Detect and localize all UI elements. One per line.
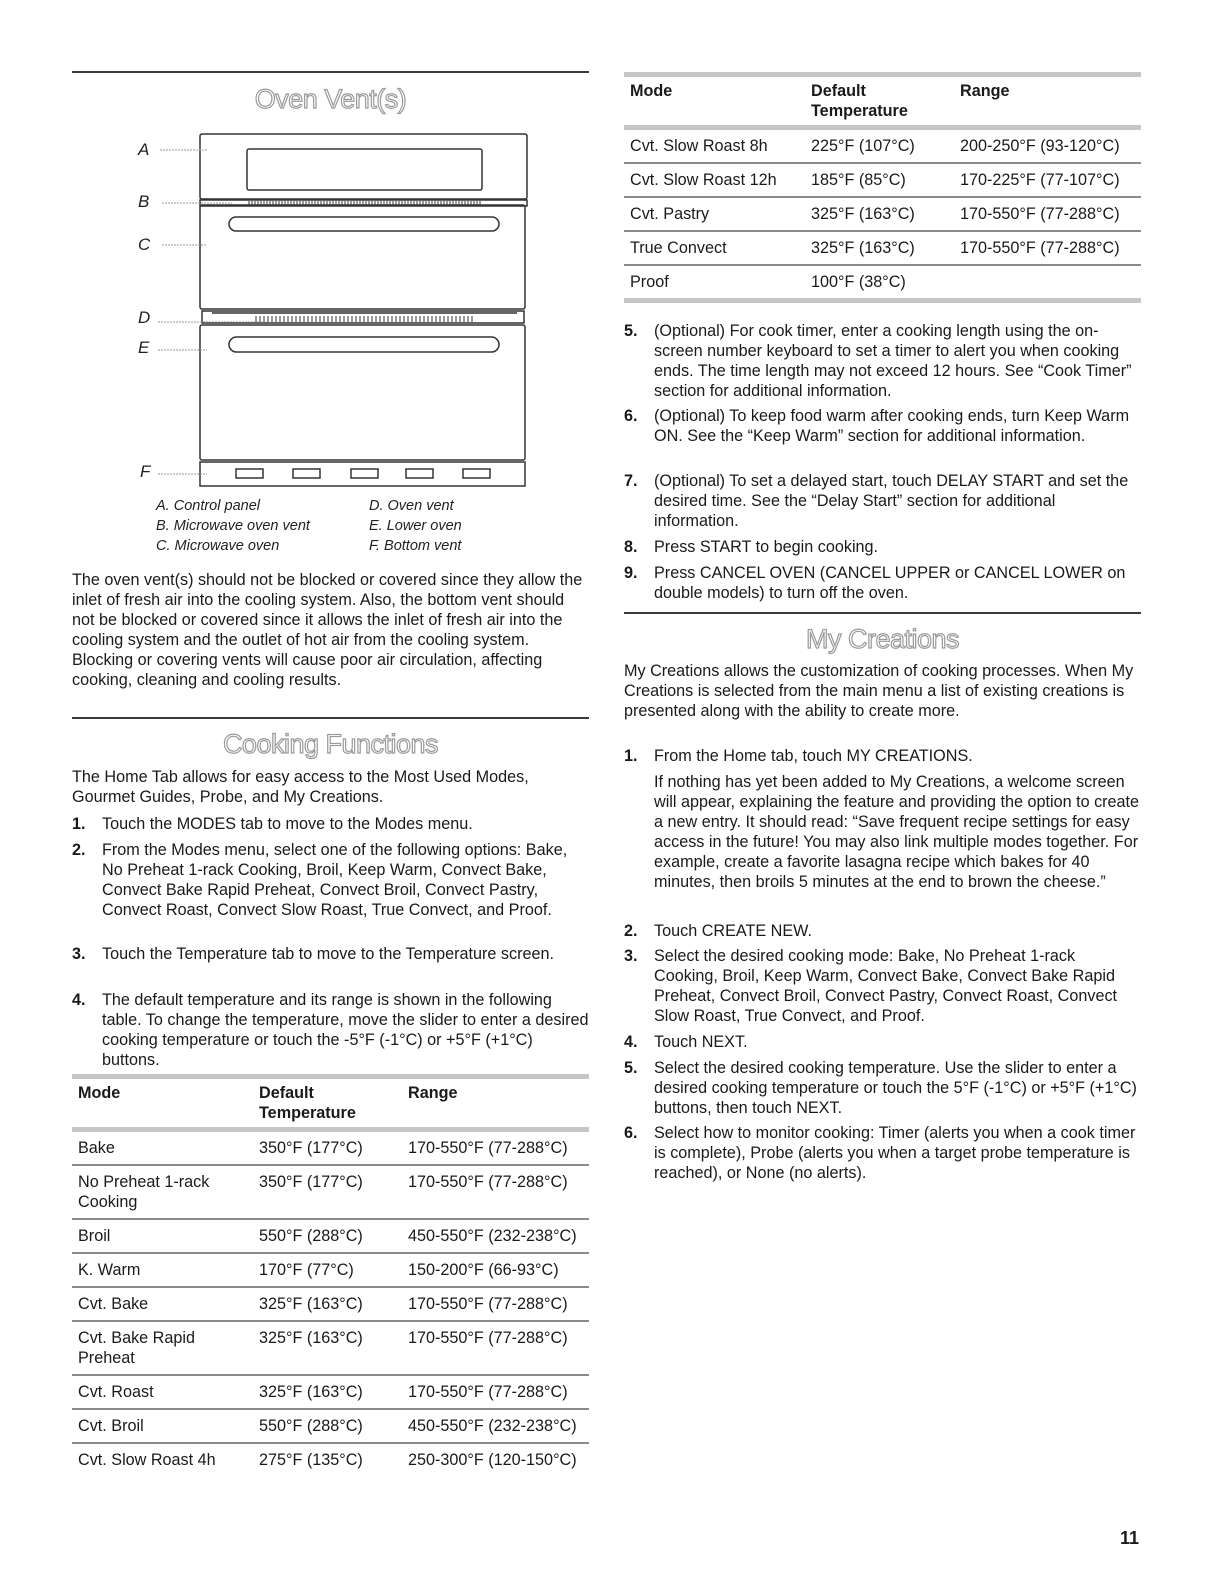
step-text: Touch NEXT.: [654, 1033, 748, 1051]
cell-range: 170-550°F (77-288°C): [402, 1321, 589, 1375]
legend-item: A. Control panel: [156, 498, 260, 514]
cell-default-temperature: 350°F (177°C): [253, 1165, 402, 1219]
step-text: Select the desired cooking mode: Bake, No Preheat 1-rack Cooking, Broil, Keep Warm, Convect Bake, Convect Bake Rapid Preheat, Convect Broil, Convect Pastry, Convect Roast, Convect Slow Roast, True Convect, and Proof.: [654, 947, 1118, 1025]
step-8: [624, 537, 1141, 557]
step-text: (Optional) To keep food warm after cooking ends, turn Keep Warm ON. See the “Keep Warm” section for additional information.: [654, 407, 1130, 445]
section-divider: [72, 71, 589, 73]
table-row: [72, 1130, 589, 1166]
step-text: Touch the MODES tab to move to the Modes menu.: [102, 815, 473, 833]
cell-range: 170-550°F (77-288°C): [954, 231, 1141, 265]
step-number: 1.: [72, 815, 86, 833]
cell-default-temperature: 350°F (177°C): [253, 1130, 402, 1166]
step-text: If nothing has yet been added to My Creations, a welcome screen will appear, explaining the feature and providing the option to create a new entry. It should read: “Save frequent recipe settings for easy access in the future! You may also link multiple modes together. For example, create a favorite lasagna recipe which bakes for 40 minutes, then broils 5 minutes at the end to brown the cheese.”: [654, 773, 1140, 891]
step-5: [624, 321, 1141, 401]
legend-item: D. Oven vent: [369, 498, 454, 514]
step-number: 8.: [624, 538, 638, 556]
cell-mode: Cvt. Slow Roast 12h: [624, 163, 805, 197]
page-number: 11: [1120, 1528, 1140, 1548]
step-number: 6.: [624, 407, 638, 425]
control-panel-display: [247, 149, 482, 190]
step-3: [72, 944, 589, 964]
table-row: [624, 128, 1141, 164]
step-text: Touch the Temperature tab to move to the Temperature screen.: [102, 945, 555, 963]
step-text: (Optional) To set a delayed start, touch DELAY START and set the desired time. See the “Delay Start” section for additional information.: [654, 472, 1129, 530]
microwave-oven-shape: [200, 205, 525, 309]
cell-mode: Cvt. Bake: [72, 1287, 253, 1321]
my-creations-title: My Creations: [805, 624, 960, 654]
table-row: [624, 265, 1141, 301]
table-row: [72, 1287, 589, 1321]
callout-d: D: [138, 308, 151, 327]
mc-step-5: [624, 1058, 1141, 1118]
table-row: [624, 197, 1141, 231]
step-text: Select how to monitor cooking: Timer (alerts you when a cook timer is complete), Probe (alerts you when a target probe temperature is reached), or None (no alerts).: [654, 1124, 1136, 1182]
legend-item: F. Bottom vent: [369, 538, 462, 554]
step-number: 7.: [624, 472, 638, 490]
cell-default-temperature: 275°F (135°C): [259, 1451, 363, 1469]
section-divider: [624, 612, 1141, 614]
cell-range: 170-550°F (77-288°C): [402, 1287, 589, 1321]
cell-range: 170-225°F (77-107°C): [954, 163, 1141, 197]
cell-default-temperature: 550°F (288°C): [253, 1219, 402, 1253]
cell-mode: Cvt. Pastry: [624, 197, 805, 231]
mc-step-1-note: [624, 772, 1141, 892]
cell-mode: Bake: [72, 1130, 253, 1166]
table-header-row: [72, 1077, 589, 1130]
cell-mode: K. Warm: [72, 1253, 253, 1287]
callout-a: A: [138, 140, 150, 159]
step-text: Press CANCEL OVEN (CANCEL UPPER or CANCEL LOWER on double models) to turn off the oven.: [654, 564, 1126, 602]
cell-mode: Cvt. Broil: [72, 1409, 253, 1443]
cell-default-temperature: 325°F (163°C): [253, 1321, 402, 1375]
step-number: 2.: [72, 841, 86, 859]
cell-mode: No Preheat 1-rack Cooking: [72, 1165, 253, 1219]
cell-default-temperature: 325°F (163°C): [805, 231, 954, 265]
step-6: [624, 406, 1141, 446]
header-mode: Mode: [630, 82, 673, 100]
cell-mode: Cvt. Slow Roast 8h: [624, 128, 805, 164]
table-row: [72, 1219, 589, 1253]
oven-vents-title: Oven Vent(s): [254, 84, 407, 114]
cell-mode: Cvt. Slow Roast 4h: [78, 1451, 216, 1469]
cell-range: 150-200°F (66-93°C): [402, 1253, 589, 1287]
cell-mode: Cvt. Roast: [72, 1375, 253, 1409]
microwave-handle: [229, 217, 499, 231]
cell-default-temperature: 170°F (77°C): [253, 1253, 402, 1287]
step-number: 1.: [624, 747, 638, 765]
table-row: [72, 1409, 589, 1443]
step-text: Press START to begin cooking.: [654, 538, 879, 556]
header-range: Range: [960, 82, 1010, 100]
callout-e: E: [138, 338, 150, 357]
mc-step-4: [624, 1032, 1141, 1052]
cell-mode: Proof: [624, 265, 805, 301]
temperature-table-part-1: [72, 1074, 589, 1476]
step-number: 5.: [624, 1059, 638, 1077]
step-number: 9.: [624, 564, 638, 582]
callout-f: F: [140, 462, 151, 481]
lower-oven-handle: [229, 337, 499, 352]
cell-range: 170-550°F (77-288°C): [954, 197, 1141, 231]
legend-item: B. Microwave oven vent: [156, 518, 310, 534]
cell-default-temperature: 185°F (85°C): [805, 163, 954, 197]
section-divider: [72, 717, 589, 719]
cooking-functions-title: Cooking Functions: [222, 729, 439, 759]
table-row: [624, 163, 1141, 197]
cell-range: 170-550°F (77-288°C): [402, 1375, 589, 1409]
step-number: 3.: [72, 945, 86, 963]
table-row: [624, 231, 1141, 265]
table-row: [72, 1375, 589, 1409]
temperature-table-part-2: [624, 72, 1141, 303]
step-number: 4.: [624, 1033, 638, 1051]
cell-mode: True Convect: [624, 231, 805, 265]
cell-mode: Broil: [72, 1219, 253, 1253]
table-header-row: [624, 75, 1141, 128]
step-text: From the Modes menu, select one of the following options: Bake, No Preheat 1-rack Cooking, Broil, Keep Warm, Convect Bake, Convect Bake Rapid Preheat, Convect Broil, Convect Pastry, Convect Roast, Convect Slow Roast, True Convect, and Proof.: [102, 841, 568, 919]
cell-default-temperature: 325°F (163°C): [805, 197, 954, 231]
callout-c: C: [138, 235, 151, 254]
mc-step-6: [624, 1123, 1141, 1183]
cell-range: [954, 265, 1141, 301]
table-row: [72, 1321, 589, 1375]
mc-step-1: [624, 746, 1141, 766]
oven-vents-paragraph: The oven vent(s) should not be blocked or covered since they allow the inlet of fresh air into the cooling system. Also, the bottom vent should not be blocked or covered since it allows the inlet of fresh air into the cooling system and the outlet of hot air from the cooling system. Blocking or covering vents will cause poor air circulation, affecting cooking, cleaning and cooling results.: [72, 571, 583, 689]
cell-mode: Cvt. Bake Rapid Preheat: [72, 1321, 253, 1375]
step-text: Touch CREATE NEW.: [654, 922, 813, 940]
step-text: The default temperature and its range is shown in the following table. To change the temperature, move the slider to enter a desired cooking temperature or touch the -5°F (-1°C) or +5°F (+1°C) buttons.: [102, 991, 589, 1069]
step-number: 2.: [624, 922, 638, 940]
header-default-temperature: Default Temperature: [259, 1084, 356, 1122]
step-9: [624, 563, 1141, 603]
header-default-temperature: Default Temperature: [811, 82, 908, 120]
diagram-legend-right: [369, 496, 462, 556]
mc-step-2: [624, 921, 1141, 941]
header-mode: Mode: [78, 1084, 121, 1102]
cell-range: 200-250°F (93-120°C): [954, 128, 1141, 164]
cell-range: 250-300°F (120-150°C): [408, 1451, 577, 1469]
lower-oven-shape: [200, 325, 525, 460]
cell-range: 450-550°F (232-238°C): [402, 1219, 589, 1253]
cell-default-temperature: 100°F (38°C): [805, 265, 954, 301]
step-2: [72, 840, 589, 920]
mc-step-3: [624, 946, 1141, 1026]
cell-range: 170-550°F (77-288°C): [402, 1165, 589, 1219]
cell-default-temperature: 550°F (288°C): [253, 1409, 402, 1443]
table-row: [72, 1165, 589, 1219]
my-creations-intro: My Creations allows the customization of cooking processes. When My Creations is selected from the main menu a list of existing creations is presented along with the ability to create more.: [624, 662, 1134, 720]
cooking-functions-intro: The Home Tab allows for easy access to the Most Used Modes, Gourmet Guides, Probe, and My Creations.: [72, 768, 529, 806]
oven-vent-slots: [256, 316, 472, 322]
cell-default-temperature: 325°F (163°C): [253, 1375, 402, 1409]
cell-default-temperature: 325°F (163°C): [253, 1287, 402, 1321]
step-4: [72, 990, 589, 1070]
step-number: 3.: [624, 947, 638, 965]
step-number: 6.: [624, 1124, 638, 1142]
header-range: Range: [408, 1084, 458, 1102]
step-1: [72, 814, 589, 834]
legend-item: E. Lower oven: [369, 518, 462, 534]
step-text: (Optional) For cook timer, enter a cooking length using the on-screen number keyboard to set a timer to alert you when cooking ends. The time length may not exceed 12 hours. See “Cook Timer” section for additional information.: [654, 322, 1132, 400]
step-text: From the Home tab, touch MY CREATIONS.: [654, 747, 973, 765]
bottom-vent-shape: [200, 462, 525, 486]
cell-range: 450-550°F (232-238°C): [402, 1409, 589, 1443]
cell-default-temperature: 225°F (107°C): [805, 128, 954, 164]
step-number: 4.: [72, 991, 86, 1009]
step-text: Select the desired cooking temperature. Use the slider to enter a desired cooking temperature or touch the 5°F (-1°C) or +5°F (+1°C) buttons, then touch NEXT.: [654, 1059, 1137, 1117]
step-number: 5.: [624, 322, 638, 340]
legend-item: C. Microwave oven: [156, 538, 280, 554]
callout-b: B: [138, 192, 150, 211]
table-row: [72, 1253, 589, 1287]
diagram-legend-left: [156, 496, 310, 556]
step-7: [624, 471, 1141, 531]
oven-vents-diagram: [72, 125, 589, 495]
table-row: [72, 1443, 589, 1476]
cell-range: 170-550°F (77-288°C): [402, 1130, 589, 1166]
